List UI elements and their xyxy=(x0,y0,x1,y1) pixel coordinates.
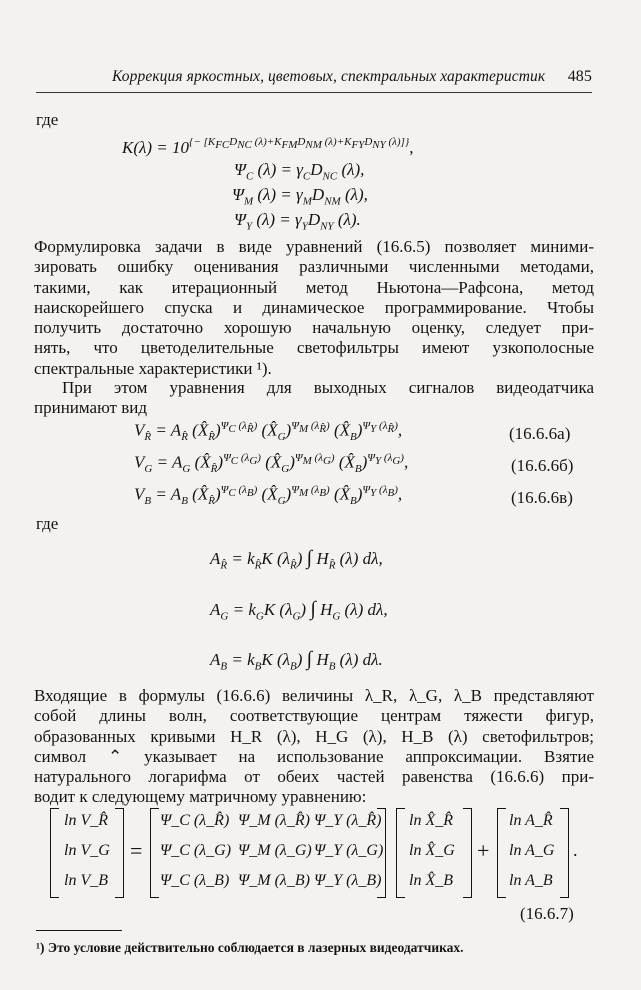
formula-psi-m: $\Psi_M$ $(\lambda) = \gamma_MD_{NM}$ (λ), xyxy=(232,185,368,208)
bracket-right xyxy=(560,808,569,898)
bracket-right xyxy=(463,808,472,898)
a-cell: ln A_R̂ xyxy=(509,812,553,829)
x-cell: ln X̂_B xyxy=(409,872,453,889)
lhs-cell: ln V_R̂ xyxy=(64,812,108,829)
lhs-cell: ln V_G xyxy=(64,842,110,859)
psi-cell: Ψ_Y (λ_B) xyxy=(314,872,382,889)
definition-A-G: $A_G = k_GK$ $(\lambda_G)$ ∫ $H_G$ (λ) dλ, xyxy=(210,598,388,623)
equals-sign: = xyxy=(130,838,143,863)
bracket-right xyxy=(115,808,124,898)
bracket-left xyxy=(150,808,159,898)
formula-psi-c: $\Psi_C$ $(\lambda) = \gamma_CD_{NC}$ (λ), xyxy=(234,160,365,183)
paragraph-3: Входящие в формулы (16.6.6) величины λ_R, λ_G, λ_B представляют собой длины волн, соответствующие центрам тяжести фигур, образованных кривыми H_R (λ), H_G (λ), H_B (λ) светофильтров; символ ⌃ указывает на использование аппроксимации. Взятие натурального логарифма от обеих частей равенства (16.6.6) при- водит к следующему матричному уравнению: xyxy=(34,686,594,807)
footnote: ¹) Это условие действительно соблюдается в лазерных видеодатчиках. xyxy=(36,940,464,955)
bracket-left xyxy=(497,808,506,898)
lhs-cell: ln V_B xyxy=(64,872,108,889)
equation-number-16-6-7: (16.6.7) xyxy=(520,904,574,923)
page-number: 485 xyxy=(567,68,592,85)
formula-psi-y: $\Psi_Y$ $(\lambda) = \gamma_YD_{NY}$ (λ). xyxy=(234,210,361,233)
header-rule xyxy=(36,92,592,93)
a-cell: ln A_G xyxy=(509,842,555,859)
where-label-2: где xyxy=(36,514,59,533)
a-cell: ln A_B xyxy=(509,872,553,889)
equation-number-b: (16.6.6б) xyxy=(511,456,574,475)
x-cell: ln X̂_G xyxy=(409,842,455,859)
equation-number-c: (16.6.6в) xyxy=(511,488,573,507)
psi-cell: Ψ_M (λ_G) xyxy=(238,842,312,859)
period-mark: . xyxy=(573,840,578,860)
running-header xyxy=(112,68,592,86)
paragraph-1: Формулировка задачи в виде уравнений (16.6.5) позволяет миними- зировать ошибку оценивания различными численными методами, такими, как итерационный метод Ньютона—Рафсона, метод наискорейшего спуска и динамическое программирование. Чтобы получить достаточно хорошую начальную оценку, следует при- нять, что цветоделительные светофильтры имеют узкополосные спектральные характеристики ¹). xyxy=(34,237,594,378)
equation-16-6-6b: $V_G = A_G$ $(X̂_{R̂})^{\Psi_C (\lambda_G)}$ $(X̂_G)^{\Psi_M (\lambda_G)}$ $(X̂_B)^{\Psi_Y (\lambda_G)}$, xyxy=(134,452,409,476)
psi-cell: Ψ_Y (λ_G) xyxy=(314,842,384,859)
psi-cell: Ψ_M (λ_B) xyxy=(238,872,310,889)
x-cell: ln X̂_R̂ xyxy=(409,812,453,829)
definition-A-B: $A_B = k_BK$ $(\lambda_B)$ ∫ $H_B$ (λ) dλ. xyxy=(210,648,383,673)
definition-A-R: $A_{R̂} = k_{R̂}K$ $(\lambda_{R̂})$ ∫ $H_{R̂}$ (λ) dλ, xyxy=(210,547,383,572)
running-title: Коррекция яркостных, цветовых, спектральных характеристик xyxy=(112,68,546,85)
where-label: где xyxy=(36,110,59,129)
equation-16-6-6c: $V_B = A_B$ $(X̂_{R̂})^{\Psi_C (\lambda_B)}$ $(X̂_G)^{\Psi_M (\lambda_B)}$ $(X̂_B)^{\Psi_Y (\lambda_B)}$, xyxy=(134,484,403,508)
equation-number-a: (16.6.6а) xyxy=(509,424,571,443)
equation-16-6-6a: $V_{R̂} = A_{R̂}$ $(X̂_{R̂})^{\Psi_C (\lambda_{R̂})}$ $(X̂_G)^{\Psi_M (\lambda_{R̂})}$ $(X̂_B)^{\Psi_Y (\lambda_{R̂})}$, xyxy=(134,420,403,444)
psi-cell: Ψ_C (λ_R̂) xyxy=(160,812,230,829)
psi-cell: Ψ_C (λ_G) xyxy=(160,842,232,859)
bracket-left xyxy=(50,808,59,898)
footnote-rule xyxy=(36,930,122,931)
plus-sign: + xyxy=(477,838,490,863)
matrix-x xyxy=(396,808,472,898)
matrix-psi xyxy=(150,808,386,898)
bracket-left xyxy=(396,808,405,898)
paragraph-2: При этом уравнения для выходных сигналов видеодатчика принимают вид xyxy=(34,378,594,418)
psi-cell: Ψ_Y (λ_R̂) xyxy=(314,812,382,829)
matrix-a xyxy=(497,808,569,898)
psi-cell: Ψ_M (λ_R̂) xyxy=(238,812,310,829)
psi-cell: Ψ_C (λ_B) xyxy=(160,872,230,889)
formula-K: $K(\lambda) = 10^{\{- [K_{FC}D_{NC} (\lambda)+K_{FM}D_{NM} (\lambda)+K_{FY}D_{NY} (\lambda)]\}}$, xyxy=(122,136,414,157)
matrix-lhs xyxy=(50,808,124,898)
